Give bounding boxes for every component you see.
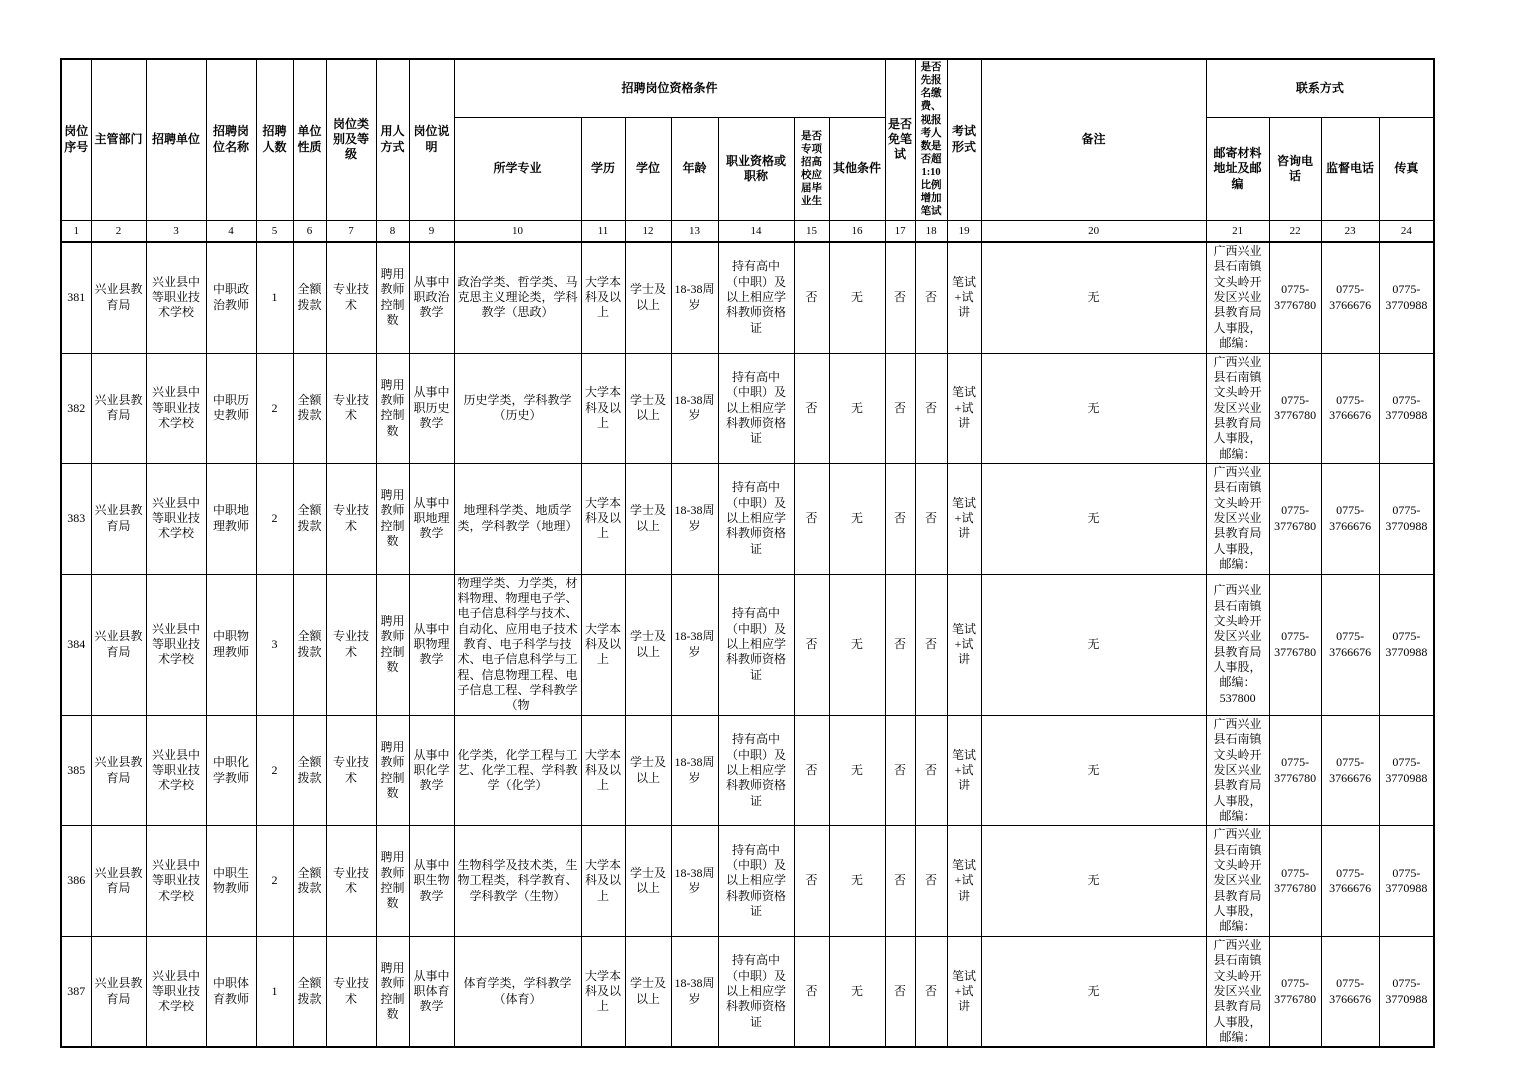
table-row <box>61 353 1434 464</box>
cell-post-category: 专业技术 <box>326 715 376 826</box>
header-prepay-ratio: 是否先报名缴费、视报考人数是否超1:10比例增加笔试 <box>915 59 947 220</box>
cell-department: 兴业县教育局 <box>91 574 146 715</box>
cell-supervise-phone: 0775-3766676 <box>1321 715 1379 826</box>
column-number-row <box>61 220 1434 242</box>
cell-education: 大学本科及以上 <box>581 353 625 464</box>
column-number: 21 <box>1206 220 1269 242</box>
header-position-number: 岗位序号 <box>61 59 91 220</box>
cell-position-name: 中职生物教师 <box>206 826 256 937</box>
cell-unit-nature: 全额拨款 <box>293 464 326 575</box>
cell-remarks: 无 <box>981 353 1206 464</box>
column-number: 9 <box>409 220 454 242</box>
column-number: 12 <box>625 220 671 242</box>
column-number: 10 <box>454 220 581 242</box>
cell-headcount: 2 <box>256 826 293 937</box>
cell-other-conditions: 无 <box>829 242 885 353</box>
cell-degree: 学士及以上 <box>625 715 671 826</box>
cell-post-description: 从事中职政治教学 <box>409 242 454 353</box>
header-age: 年龄 <box>671 118 718 220</box>
header-other-conditions: 其他条件 <box>829 118 885 220</box>
cell-employment-mode: 聘用教师控制数 <box>376 826 409 937</box>
cell-position-name: 中职物理教师 <box>206 574 256 715</box>
cell-qualification-cert: 持有高中（中职）及以上相应学科教师资格证 <box>718 574 794 715</box>
cell-recruit-unit: 兴业县中等职业技术学校 <box>146 464 206 575</box>
header-remarks: 备注 <box>981 59 1206 220</box>
header-department: 主管部门 <box>91 59 146 220</box>
cell-headcount: 2 <box>256 353 293 464</box>
cell-recruit-unit: 兴业县中等职业技术学校 <box>146 715 206 826</box>
cell-position-number: 382 <box>61 353 91 464</box>
table-row <box>61 715 1434 826</box>
cell-position-number: 386 <box>61 826 91 937</box>
cell-employment-mode: 聘用教师控制数 <box>376 574 409 715</box>
cell-qualification-cert: 持有高中（中职）及以上相应学科教师资格证 <box>718 242 794 353</box>
header-post-description: 岗位说明 <box>409 59 454 220</box>
cell-position-name: 中职历史教师 <box>206 353 256 464</box>
cell-mailing-address: 广西兴业县石南镇文头岭开发区兴业县教育局人事股，邮编： <box>1206 464 1269 575</box>
column-number: 16 <box>829 220 885 242</box>
cell-prepay-ratio: 否 <box>915 936 947 1047</box>
cell-special-recruit: 否 <box>794 242 829 353</box>
cell-remarks: 无 <box>981 826 1206 937</box>
column-number: 2 <box>91 220 146 242</box>
cell-headcount: 1 <box>256 242 293 353</box>
cell-education: 大学本科及以上 <box>581 936 625 1047</box>
header-majors: 所学专业 <box>454 118 581 220</box>
cell-position-name: 中职政治教师 <box>206 242 256 353</box>
cell-age: 18-38周岁 <box>671 353 718 464</box>
cell-department: 兴业县教育局 <box>91 936 146 1047</box>
cell-education: 大学本科及以上 <box>581 574 625 715</box>
cell-department: 兴业县教育局 <box>91 242 146 353</box>
header-headcount: 招聘人数 <box>256 59 293 220</box>
cell-exam-form: 笔试+试讲 <box>947 826 981 937</box>
cell-exam-form: 笔试+试讲 <box>947 464 981 575</box>
cell-qualification-cert: 持有高中（中职）及以上相应学科教师资格证 <box>718 353 794 464</box>
table-row <box>61 936 1434 1047</box>
cell-majors: 政治学类、哲学类、马克思主义理论类，学科教学（思政） <box>454 242 581 353</box>
cell-position-number: 381 <box>61 242 91 353</box>
cell-mailing-address: 广西兴业县石南镇文头岭开发区兴业县教育局人事股，邮编： <box>1206 826 1269 937</box>
cell-education: 大学本科及以上 <box>581 826 625 937</box>
cell-department: 兴业县教育局 <box>91 715 146 826</box>
cell-exam-waiver: 否 <box>885 826 915 937</box>
column-number: 19 <box>947 220 981 242</box>
header-education: 学历 <box>581 118 625 220</box>
cell-consult-phone: 0775-3776780 <box>1269 464 1321 575</box>
cell-remarks: 无 <box>981 936 1206 1047</box>
cell-education: 大学本科及以上 <box>581 715 625 826</box>
cell-exam-waiver: 否 <box>885 936 915 1047</box>
header-group-qualification: 招聘岗位资格条件 <box>454 59 885 118</box>
column-number: 1 <box>61 220 91 242</box>
cell-exam-waiver: 否 <box>885 464 915 575</box>
cell-qualification-cert: 持有高中（中职）及以上相应学科教师资格证 <box>718 715 794 826</box>
cell-supervise-phone: 0775-3766676 <box>1321 464 1379 575</box>
cell-qualification-cert: 持有高中（中职）及以上相应学科教师资格证 <box>718 826 794 937</box>
cell-supervise-phone: 0775-3766676 <box>1321 936 1379 1047</box>
cell-exam-form: 笔试+试讲 <box>947 936 981 1047</box>
column-number: 4 <box>206 220 256 242</box>
cell-exam-waiver: 否 <box>885 353 915 464</box>
cell-degree: 学士及以上 <box>625 353 671 464</box>
cell-age: 18-38周岁 <box>671 574 718 715</box>
column-number: 24 <box>1379 220 1434 242</box>
cell-employment-mode: 聘用教师控制数 <box>376 715 409 826</box>
recruitment-positions-table <box>60 58 1435 1048</box>
cell-employment-mode: 聘用教师控制数 <box>376 464 409 575</box>
cell-prepay-ratio: 否 <box>915 826 947 937</box>
header-unit-nature: 单位性质 <box>293 59 326 220</box>
cell-unit-nature: 全额拨款 <box>293 936 326 1047</box>
cell-special-recruit: 否 <box>794 574 829 715</box>
header-exam-waiver: 是否免笔试 <box>885 59 915 220</box>
cell-prepay-ratio: 否 <box>915 242 947 353</box>
cell-supervise-phone: 0775-3766676 <box>1321 574 1379 715</box>
cell-remarks: 无 <box>981 464 1206 575</box>
header-fax: 传真 <box>1379 118 1434 220</box>
cell-age: 18-38周岁 <box>671 464 718 575</box>
cell-other-conditions: 无 <box>829 936 885 1047</box>
column-number: 15 <box>794 220 829 242</box>
cell-majors: 体育学类，学科教学（体育） <box>454 936 581 1047</box>
header-qualification-cert: 职业资格或职称 <box>718 118 794 220</box>
cell-post-category: 专业技术 <box>326 242 376 353</box>
header-post-category: 岗位类别及等级 <box>326 59 376 220</box>
cell-majors: 化学类，化学工程与工艺、化学工程、学科教学（化学） <box>454 715 581 826</box>
column-number: 11 <box>581 220 625 242</box>
cell-remarks: 无 <box>981 242 1206 353</box>
header-group-contact: 联系方式 <box>1206 59 1434 118</box>
cell-unit-nature: 全额拨款 <box>293 242 326 353</box>
cell-supervise-phone: 0775-3766676 <box>1321 353 1379 464</box>
cell-special-recruit: 否 <box>794 353 829 464</box>
cell-position-number: 383 <box>61 464 91 575</box>
column-number: 6 <box>293 220 326 242</box>
cell-position-number: 387 <box>61 936 91 1047</box>
table-row <box>61 574 1434 715</box>
cell-supervise-phone: 0775-3766676 <box>1321 242 1379 353</box>
cell-recruit-unit: 兴业县中等职业技术学校 <box>146 242 206 353</box>
header-special-recruit: 是否专项招高校应届毕业生 <box>794 118 829 220</box>
cell-majors: 历史学类，学科教学（历史） <box>454 353 581 464</box>
cell-employment-mode: 聘用教师控制数 <box>376 936 409 1047</box>
cell-degree: 学士及以上 <box>625 574 671 715</box>
cell-post-description: 从事中职物理教学 <box>409 574 454 715</box>
column-number: 17 <box>885 220 915 242</box>
cell-post-description: 从事中职生物教学 <box>409 826 454 937</box>
cell-exam-form: 笔试+试讲 <box>947 353 981 464</box>
cell-consult-phone: 0775-3776780 <box>1269 574 1321 715</box>
cell-qualification-cert: 持有高中（中职）及以上相应学科教师资格证 <box>718 936 794 1047</box>
cell-special-recruit: 否 <box>794 715 829 826</box>
table-row <box>61 826 1434 937</box>
cell-majors: 物理学类、力学类，材料物理、物理电子学、电子信息科学与技术、自动化、应用电子技术教育、电子科学与技术、电子信息科学与工程、信息物理工程、电子信息工程、学科教学（物 <box>454 574 581 715</box>
column-number: 23 <box>1321 220 1379 242</box>
cell-prepay-ratio: 否 <box>915 353 947 464</box>
cell-exam-waiver: 否 <box>885 574 915 715</box>
cell-remarks: 无 <box>981 715 1206 826</box>
cell-recruit-unit: 兴业县中等职业技术学校 <box>146 936 206 1047</box>
cell-other-conditions: 无 <box>829 464 885 575</box>
cell-department: 兴业县教育局 <box>91 826 146 937</box>
cell-post-description: 从事中职地理教学 <box>409 464 454 575</box>
cell-headcount: 1 <box>256 936 293 1047</box>
header-group-row <box>61 59 1434 118</box>
cell-mailing-address: 广西兴业县石南镇文头岭开发区兴业县教育局人事股，邮编：537800 <box>1206 574 1269 715</box>
header-exam-form: 考试形式 <box>947 59 981 220</box>
cell-consult-phone: 0775-3776780 <box>1269 715 1321 826</box>
cell-special-recruit: 否 <box>794 826 829 937</box>
cell-prepay-ratio: 否 <box>915 715 947 826</box>
cell-fax: 0775-3770988 <box>1379 464 1434 575</box>
column-number: 22 <box>1269 220 1321 242</box>
cell-prepay-ratio: 否 <box>915 574 947 715</box>
cell-position-number: 384 <box>61 574 91 715</box>
cell-recruit-unit: 兴业县中等职业技术学校 <box>146 826 206 937</box>
cell-recruit-unit: 兴业县中等职业技术学校 <box>146 353 206 464</box>
cell-post-description: 从事中职历史教学 <box>409 353 454 464</box>
cell-age: 18-38周岁 <box>671 242 718 353</box>
cell-post-category: 专业技术 <box>326 574 376 715</box>
cell-majors: 地理科学类、地质学类，学科教学（地理） <box>454 464 581 575</box>
cell-majors: 生物科学及技术类，生物工程类，科学教育、学科教学（生物） <box>454 826 581 937</box>
cell-recruit-unit: 兴业县中等职业技术学校 <box>146 574 206 715</box>
column-number: 3 <box>146 220 206 242</box>
header-supervise-phone: 监督电话 <box>1321 118 1379 220</box>
cell-consult-phone: 0775-3776780 <box>1269 826 1321 937</box>
cell-employment-mode: 聘用教师控制数 <box>376 353 409 464</box>
column-number: 7 <box>326 220 376 242</box>
cell-post-description: 从事中职体育教学 <box>409 936 454 1047</box>
cell-consult-phone: 0775-3776780 <box>1269 936 1321 1047</box>
cell-qualification-cert: 持有高中（中职）及以上相应学科教师资格证 <box>718 464 794 575</box>
column-number: 13 <box>671 220 718 242</box>
header-degree: 学位 <box>625 118 671 220</box>
cell-supervise-phone: 0775-3766676 <box>1321 826 1379 937</box>
cell-education: 大学本科及以上 <box>581 242 625 353</box>
table-row <box>61 242 1434 353</box>
cell-consult-phone: 0775-3776780 <box>1269 353 1321 464</box>
cell-degree: 学士及以上 <box>625 936 671 1047</box>
cell-exam-waiver: 否 <box>885 715 915 826</box>
cell-fax: 0775-3770988 <box>1379 242 1434 353</box>
column-number: 14 <box>718 220 794 242</box>
cell-unit-nature: 全额拨款 <box>293 715 326 826</box>
table-header <box>61 59 1434 242</box>
cell-fax: 0775-3770988 <box>1379 353 1434 464</box>
cell-other-conditions: 无 <box>829 826 885 937</box>
cell-exam-form: 笔试+试讲 <box>947 574 981 715</box>
header-recruit-unit: 招聘单位 <box>146 59 206 220</box>
cell-degree: 学士及以上 <box>625 242 671 353</box>
cell-department: 兴业县教育局 <box>91 464 146 575</box>
cell-post-category: 专业技术 <box>326 936 376 1047</box>
cell-position-name: 中职地理教师 <box>206 464 256 575</box>
cell-consult-phone: 0775-3776780 <box>1269 242 1321 353</box>
cell-other-conditions: 无 <box>829 715 885 826</box>
cell-special-recruit: 否 <box>794 936 829 1047</box>
cell-education: 大学本科及以上 <box>581 464 625 575</box>
table-row <box>61 464 1434 575</box>
header-mailing-address: 邮寄材料地址及邮编 <box>1206 118 1269 220</box>
cell-fax: 0775-3770988 <box>1379 826 1434 937</box>
cell-fax: 0775-3770988 <box>1379 574 1434 715</box>
cell-exam-form: 笔试+试讲 <box>947 715 981 826</box>
column-number: 20 <box>981 220 1206 242</box>
cell-unit-nature: 全额拨款 <box>293 574 326 715</box>
cell-age: 18-38周岁 <box>671 826 718 937</box>
cell-fax: 0775-3770988 <box>1379 715 1434 826</box>
table-body <box>61 242 1434 1047</box>
cell-age: 18-38周岁 <box>671 715 718 826</box>
cell-prepay-ratio: 否 <box>915 464 947 575</box>
cell-age: 18-38周岁 <box>671 936 718 1047</box>
cell-other-conditions: 无 <box>829 353 885 464</box>
cell-position-name: 中职化学教师 <box>206 715 256 826</box>
cell-post-category: 专业技术 <box>326 464 376 575</box>
header-position-name: 招聘岗位名称 <box>206 59 256 220</box>
cell-fax: 0775-3770988 <box>1379 936 1434 1047</box>
column-number: 18 <box>915 220 947 242</box>
cell-remarks: 无 <box>981 574 1206 715</box>
cell-mailing-address: 广西兴业县石南镇文头岭开发区兴业县教育局人事股，邮编： <box>1206 242 1269 353</box>
cell-department: 兴业县教育局 <box>91 353 146 464</box>
cell-degree: 学士及以上 <box>625 826 671 937</box>
cell-exam-waiver: 否 <box>885 242 915 353</box>
column-number: 5 <box>256 220 293 242</box>
column-number: 8 <box>376 220 409 242</box>
cell-headcount: 3 <box>256 574 293 715</box>
cell-mailing-address: 广西兴业县石南镇文头岭开发区兴业县教育局人事股，邮编： <box>1206 353 1269 464</box>
cell-post-category: 专业技术 <box>326 826 376 937</box>
cell-mailing-address: 广西兴业县石南镇文头岭开发区兴业县教育局人事股，邮编： <box>1206 936 1269 1047</box>
cell-unit-nature: 全额拨款 <box>293 826 326 937</box>
cell-headcount: 2 <box>256 464 293 575</box>
cell-post-description: 从事中职化学教学 <box>409 715 454 826</box>
cell-special-recruit: 否 <box>794 464 829 575</box>
cell-position-number: 385 <box>61 715 91 826</box>
header-consult-phone: 咨询电话 <box>1269 118 1321 220</box>
cell-mailing-address: 广西兴业县石南镇文头岭开发区兴业县教育局人事股，邮编： <box>1206 715 1269 826</box>
cell-other-conditions: 无 <box>829 574 885 715</box>
cell-unit-nature: 全额拨款 <box>293 353 326 464</box>
cell-post-category: 专业技术 <box>326 353 376 464</box>
cell-degree: 学士及以上 <box>625 464 671 575</box>
cell-headcount: 2 <box>256 715 293 826</box>
header-employment-mode: 用人方式 <box>376 59 409 220</box>
cell-exam-form: 笔试+试讲 <box>947 242 981 353</box>
cell-position-name: 中职体育教师 <box>206 936 256 1047</box>
cell-employment-mode: 聘用教师控制数 <box>376 242 409 353</box>
